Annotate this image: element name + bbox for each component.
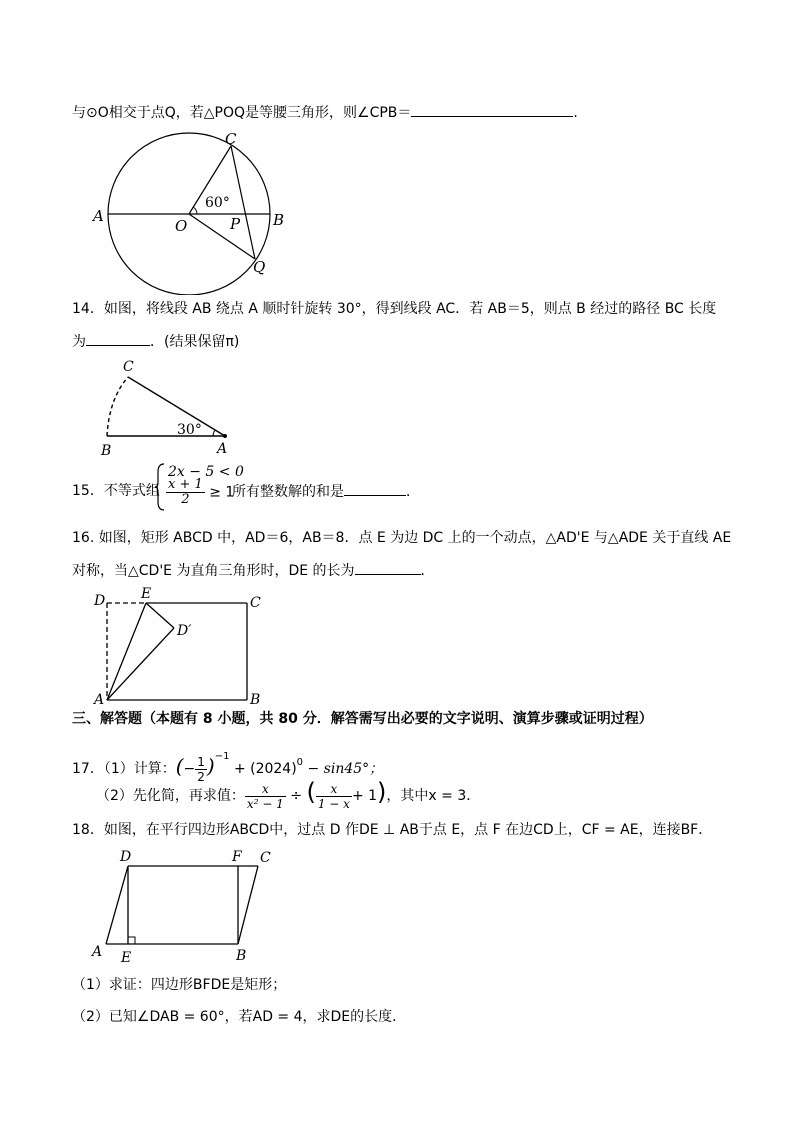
q14-line2 [72,331,239,352]
segment-adp [107,628,174,700]
q14-line1: 14．如图，将线段 AB 绕点 A 顺时针旋转 30°，得到线段 AC．若 AB＝5，则点 B 经过的路径 BC 长度 [72,301,717,317]
label-b: B [236,948,247,964]
q16-answer-blank [355,560,421,575]
q17-p2-tail: ，其中x = 3． [386,788,481,804]
q15-ge: ≥ 1 [209,484,235,501]
q18-figure [88,846,278,966]
q17-p2-prefix: （2）先化简，再求值： [96,788,245,804]
q17-part1: 17．（1）计算：(− $\frac{1}{2}$ )$^{-1} + (2024)^0 - \sin 45^\circ$； [72,751,384,784]
q15-brace [154,462,166,512]
label-c: C [225,130,237,148]
q16-suffix: ． [420,563,435,579]
q15-prefix: 15．不等式组 [72,483,160,499]
q15-answer-blank [344,481,406,496]
section-3-heading: 三、解答题（本题有 8 小题，共 80 分．解答需写出必要的文字说明、演算步骤或证明过程） [72,711,653,727]
q17-p1-exp0: 0 [296,757,304,768]
angle-arc-30 [213,430,215,436]
q17-p1-exp: −1 [214,751,230,762]
q17-p1-rest: + (2024) [233,761,297,777]
q15-fraction [166,478,205,507]
segment-ae [107,603,146,700]
segment-bc [238,866,258,944]
right-angle-mark [128,937,135,944]
segment-oq [189,214,255,259]
q14-suffix: ．(结果保留π) [150,334,240,350]
q13-answer-blank [411,102,573,117]
label-e: E [141,587,152,602]
q13-figure [85,125,295,295]
q17-p2-div: ÷ [290,788,303,804]
q18-line: 18．如图，在平行四边形ABCD中，过点 D 作DE ⊥ AB于点 E，点 F 在边CD上，CF = AE，连接BF． [72,822,713,838]
q17-p2-fraction1: $\frac{x}{\text{x² − 1}}$ [246,781,284,811]
label-o: O [175,217,188,235]
q15-frac-num: x + 1 [168,477,203,492]
q17-p1-prefix: 17．（1）计算： [72,761,176,777]
label-angle-60: 60° [205,195,230,211]
q15-tail [232,481,420,502]
label-f: F [232,849,242,865]
q17-part2: （2）先化简，再求值： $\frac{x}{\text{x² − 1}}$ ÷ ( $\frac{x}{1 - x}$ + 1)，其中x = 3． [96,778,481,811]
q18-sub1: （1）求证：四边形BFDE是矩形； [72,977,287,993]
q17-p2-fraction2: $\frac{x}{1 - x}$ [317,781,350,811]
q16-prefix: 对称，当△CD'E 为直角三角形时，DE 的长为 [72,563,355,579]
q13-dot: . [573,105,578,121]
segment-ad [106,866,128,944]
q13-text: 与⊙O相交于点Q，若△POQ是等腰三角形，则∠CPB＝ [72,105,412,121]
label-b: B [273,211,285,229]
label-d: D [120,849,132,865]
q16-line2 [72,560,435,581]
label-a: A [217,441,228,457]
q17-p2-plus: + 1 [351,788,378,804]
label-e: E [121,950,132,966]
q15-suffix: 所有整数解的和是 [232,484,344,500]
angle-arc-60 [193,207,197,214]
label-b: B [250,692,261,708]
label-c: C [123,359,134,375]
label-a: A [93,207,104,225]
segment-edp [146,603,174,628]
q15-row2 [166,478,234,507]
q14-answer-blank [86,331,150,346]
label-d: D [94,593,106,609]
q17-p1-tail: − sin45°； [303,761,384,777]
arc-bc [107,377,128,436]
label-a: A [92,944,103,960]
q14-prefix: 为 [72,334,86,350]
q18-sub2: （2）已知∠DAB = 60°，若AD = 4，求DE的长度． [72,1009,407,1025]
label-c: C [260,850,271,866]
point-a [223,434,227,438]
label-c: C [250,595,261,611]
label-a: A [94,692,105,708]
q15-row1: 2x − 5 < 0 [168,464,244,480]
q16-figure [88,587,273,709]
q15-dot: ． [406,484,420,500]
label-angle-30: 30° [177,422,202,438]
q14-figure [95,355,245,460]
label-p: P [230,215,241,233]
q13-line [72,102,578,123]
label-dprime: D′ [177,623,192,639]
label-b: B [101,443,112,459]
label-q: Q [253,258,266,276]
q15-frac-den: 2 [181,492,190,507]
q17-p1-fraction: $\frac{1}{2}$ [197,754,205,784]
q16-line1: 16. 如图，矩形 ABCD 中，AD＝6，AB＝8．点 E 为边 DC 上的一个动点，△AD'E 与△ADE 关于直线 AE [72,530,732,546]
